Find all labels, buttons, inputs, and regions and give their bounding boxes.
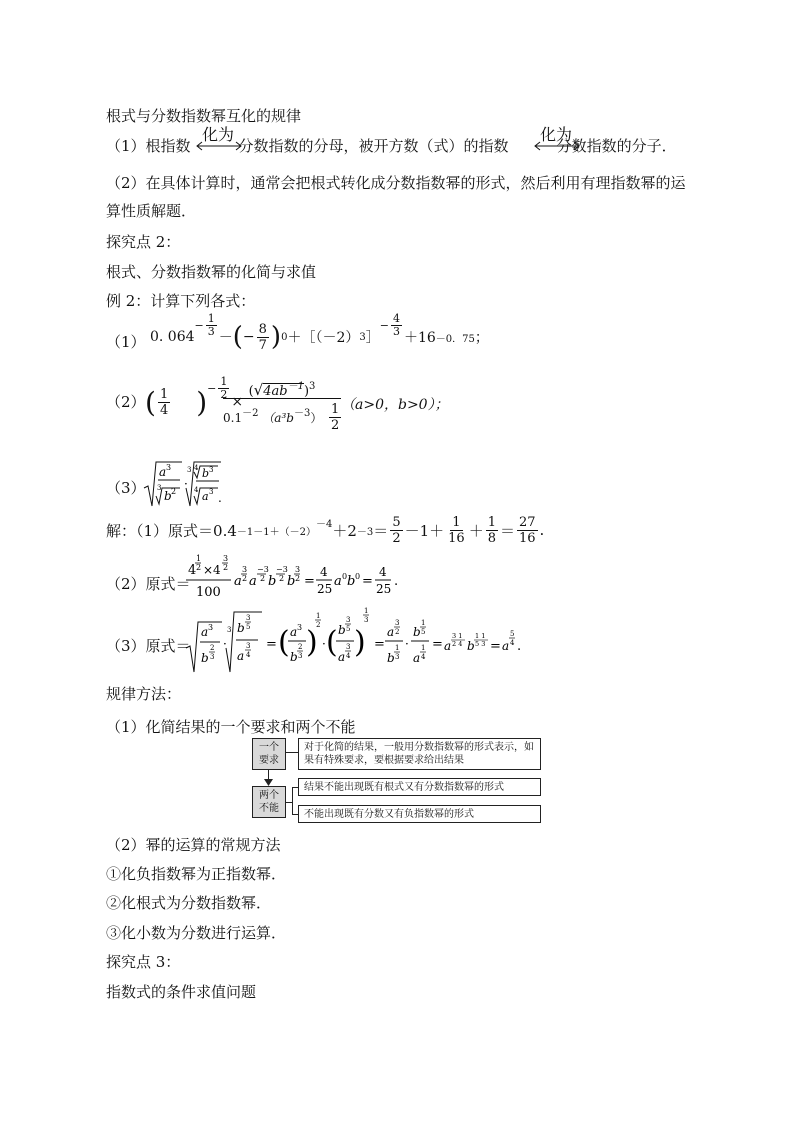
svg-text:b: b bbox=[290, 650, 298, 664]
svg-text:b: b bbox=[413, 625, 421, 639]
example-2-heading: 例 2：计算下列各式： bbox=[106, 292, 256, 310]
rule-title: 根式与分数指数幂互化的规律 bbox=[106, 107, 302, 125]
q1-label: （1） bbox=[106, 333, 146, 351]
q2-half-den: 2 bbox=[331, 418, 340, 433]
svg-text:3: 3 bbox=[295, 565, 301, 574]
svg-text:3: 3 bbox=[242, 565, 248, 574]
sol1-f1-den: 2 bbox=[392, 530, 401, 546]
q2-times: × bbox=[231, 394, 244, 410]
q1-frac-den: 7 bbox=[258, 337, 267, 353]
q2-top: 4ab bbox=[263, 384, 288, 399]
svg-text:b: b bbox=[347, 574, 356, 589]
svg-text:3: 3 bbox=[166, 463, 172, 472]
svg-text:1: 1 bbox=[395, 644, 400, 652]
q3-label: （3） bbox=[106, 479, 146, 497]
q2-bottom: 0.1 bbox=[223, 411, 243, 425]
rule1-part-b: 分数指数的分母，被开方数（式）的指数 bbox=[238, 137, 509, 155]
svg-text:2: 2 bbox=[395, 628, 400, 636]
q2-big-fraction bbox=[223, 376, 341, 425]
sol1-m1: －1＋ bbox=[404, 521, 445, 540]
svg-text:1: 1 bbox=[364, 607, 369, 615]
sol1-f4-den: 16 bbox=[519, 530, 536, 546]
probe-3-heading: 探究点 3： bbox=[106, 953, 181, 971]
double-arrow-icon bbox=[195, 140, 243, 152]
q2-quarter-den: 4 bbox=[159, 402, 169, 418]
svg-text:a: a bbox=[159, 465, 167, 479]
arrow-label-2: 化为 bbox=[540, 125, 573, 144]
svg-text:3 1: 3 1 bbox=[452, 632, 463, 640]
q2-exp-num: 1 bbox=[220, 374, 228, 388]
svg-text:·: · bbox=[322, 637, 326, 651]
svg-text:a: a bbox=[387, 625, 395, 639]
svg-text:3: 3 bbox=[395, 619, 400, 627]
rule1-part-c: 分数指数的分子． bbox=[556, 137, 677, 155]
svg-text:3: 3 bbox=[223, 554, 229, 563]
sol1-label: 解：（1）原式＝0.4 bbox=[106, 521, 237, 540]
svg-text:4: 4 bbox=[320, 565, 328, 579]
q2-top-pow: 3 bbox=[309, 381, 316, 392]
svg-text:2: 2 bbox=[242, 574, 248, 583]
q1-exp2-num: 4 bbox=[392, 311, 400, 325]
svg-text:3: 3 bbox=[209, 488, 214, 496]
q1-zero-exp: 0 bbox=[281, 331, 288, 343]
q2-condition: （a>0，b>0）； bbox=[341, 397, 449, 413]
svg-text:0: 0 bbox=[342, 572, 348, 581]
diagram-connector-1 bbox=[286, 752, 298, 753]
q1-end: ； bbox=[474, 330, 489, 346]
svg-text:a: a bbox=[444, 639, 452, 653]
svg-text:3: 3 bbox=[157, 484, 162, 492]
svg-text:4: 4 bbox=[510, 639, 515, 647]
solution-1 bbox=[106, 510, 544, 550]
svg-text:a: a bbox=[502, 639, 510, 653]
svg-text:3: 3 bbox=[298, 652, 303, 660]
q1-exp-num: 1 bbox=[207, 311, 215, 325]
svg-text:4: 4 bbox=[246, 651, 251, 659]
diagram-left-top: 一个要求 bbox=[252, 738, 286, 770]
q2-half-num: 1 bbox=[331, 402, 340, 417]
svg-text:3: 3 bbox=[246, 614, 251, 622]
sol1-eq2: ＝ bbox=[499, 521, 515, 540]
svg-text:): ) bbox=[306, 625, 318, 660]
svg-text:25: 25 bbox=[317, 582, 333, 596]
topic-2-heading: 根式、分数指数幂的化简与求值 bbox=[106, 263, 317, 281]
q1-tail: ＋16 bbox=[403, 330, 436, 346]
arrow-down-icon bbox=[264, 779, 273, 786]
svg-text:1 1: 1 1 bbox=[475, 632, 486, 640]
topic-3-heading: 指数式的条件求值问题 bbox=[106, 983, 257, 1001]
rule2-line-a: （2）在具体计算时，通常会把根式转化成分数指数幂的形式，然后利用有理指数幂的运 bbox=[106, 174, 686, 192]
svg-text:=: = bbox=[362, 574, 373, 589]
svg-text:b: b bbox=[467, 639, 475, 653]
q1-tail-exp: －0．75 bbox=[435, 333, 475, 345]
svg-text:=: = bbox=[490, 639, 501, 654]
svg-text:.: . bbox=[394, 574, 399, 589]
diagram-connector-3 bbox=[292, 787, 293, 815]
q1-close: ］ bbox=[365, 330, 380, 346]
sol1-exp3: －3 bbox=[356, 526, 374, 538]
svg-text:·: · bbox=[405, 637, 409, 651]
svg-text:·: · bbox=[223, 637, 227, 651]
svg-text:3: 3 bbox=[346, 616, 351, 624]
svg-text:5: 5 bbox=[246, 623, 251, 631]
q1-base: 0. 064 bbox=[150, 329, 195, 345]
q1-exponent2: − $\frac{4}{3}$ bbox=[379, 311, 400, 338]
svg-text:b: b bbox=[201, 651, 209, 665]
svg-text:b: b bbox=[268, 574, 277, 589]
svg-text:2: 2 bbox=[196, 563, 202, 572]
sol1-f3-num: 1 bbox=[487, 514, 496, 530]
q2-label: （2） bbox=[106, 393, 146, 411]
q2-bottom-b-exp: －3 bbox=[293, 408, 311, 419]
svg-text:4: 4 bbox=[194, 486, 199, 494]
diagram-box-requirement: 对于化简的结果，一般用分数指数幂的形式表示，如果有特殊要求，要根据要求给出结果 bbox=[298, 738, 541, 770]
svg-text:25: 25 bbox=[376, 582, 392, 596]
sol1-mid: －1－1＋（－2） bbox=[236, 526, 316, 538]
svg-text:a: a bbox=[202, 490, 209, 503]
sol1-exp4: －4 bbox=[316, 518, 333, 530]
method-1: （1）化简结果的一个要求和两个不能 bbox=[106, 718, 356, 736]
svg-text:2: 2 bbox=[223, 563, 229, 572]
svg-text:a: a bbox=[249, 574, 257, 589]
svg-text:a: a bbox=[234, 574, 242, 589]
q2-numerator: $(√4ab^{-1})^3$ bbox=[248, 381, 316, 399]
svg-text:5 3: 5 3 bbox=[475, 640, 486, 648]
svg-text:2: 2 bbox=[171, 487, 177, 496]
sol1-f2-num: 1 bbox=[452, 514, 461, 530]
q1-exponent: − $\frac{1}{3}$ bbox=[194, 311, 215, 338]
svg-text:3: 3 bbox=[395, 653, 400, 661]
diagram-box-cannot-1: 结果不能出现既有根式又有分数指数幂的形式 bbox=[298, 778, 541, 796]
svg-text:b: b bbox=[164, 489, 172, 503]
svg-text:b: b bbox=[287, 574, 296, 589]
svg-text:a: a bbox=[334, 574, 342, 589]
svg-text:−3: −3 bbox=[257, 565, 269, 574]
rule1-line bbox=[106, 136, 677, 156]
svg-text:.: . bbox=[218, 491, 222, 505]
svg-text:1: 1 bbox=[421, 619, 426, 627]
svg-text:3: 3 bbox=[210, 653, 215, 661]
svg-text:3: 3 bbox=[297, 623, 303, 632]
svg-text:b: b bbox=[387, 651, 395, 665]
sol3-expression bbox=[184, 604, 524, 678]
svg-text:b: b bbox=[237, 621, 245, 635]
sol1-eq: ＝ bbox=[373, 521, 389, 540]
svg-text:4: 4 bbox=[379, 565, 387, 579]
svg-text:2: 2 bbox=[210, 644, 215, 652]
sol1-plus: ＋2 bbox=[332, 521, 357, 540]
svg-text:0: 0 bbox=[355, 572, 361, 581]
q2-denominator bbox=[223, 399, 341, 425]
svg-text:1: 1 bbox=[196, 554, 202, 563]
diagram-box-cannot-2: 不能出现既有分数又有负指数幂的形式 bbox=[298, 805, 541, 823]
svg-text:3: 3 bbox=[227, 626, 232, 634]
svg-text:): ) bbox=[354, 625, 366, 660]
svg-text:a: a bbox=[290, 625, 298, 639]
sol2-label: （2）原式＝ bbox=[106, 575, 191, 593]
svg-text:3: 3 bbox=[364, 616, 369, 624]
method-2-item-2: ②化根式为分数指数幂． bbox=[106, 894, 272, 912]
q1-frac-num: 8 bbox=[258, 321, 267, 337]
q1-exp2-den: 3 bbox=[392, 324, 400, 338]
sol1-f1-num: 5 bbox=[392, 514, 401, 530]
svg-text:=: = bbox=[266, 637, 277, 652]
q2-bottom-b: （a³b bbox=[262, 411, 294, 425]
method-2-item-3: ③化小数为分数进行运算． bbox=[106, 924, 287, 942]
svg-text:2: 2 bbox=[279, 574, 285, 583]
q2-bottom-c: ） bbox=[310, 411, 323, 425]
svg-text:4: 4 bbox=[421, 653, 426, 661]
svg-text:1: 1 bbox=[316, 612, 321, 620]
svg-text:3: 3 bbox=[346, 643, 351, 651]
svg-text:·: · bbox=[184, 477, 188, 491]
sol1-f3-den: 8 bbox=[487, 530, 496, 546]
svg-text:3: 3 bbox=[246, 642, 251, 650]
q2-top-exp: －1 bbox=[287, 381, 304, 392]
method-heading: 规律方法： bbox=[106, 685, 182, 703]
svg-text:2: 2 bbox=[260, 574, 266, 583]
arrow-label-1: 化为 bbox=[202, 125, 235, 144]
q2-bottom-exp: －2 bbox=[242, 408, 259, 419]
sol2-expression bbox=[186, 552, 406, 606]
svg-text:(: ( bbox=[326, 625, 338, 660]
q1-mid: ＋［（－2） bbox=[287, 330, 360, 346]
svg-text:3: 3 bbox=[209, 466, 214, 474]
method-2-item-1: ①化负指数幂为正指数幂． bbox=[106, 865, 287, 883]
double-arrow-icon bbox=[533, 140, 581, 152]
svg-text:100: 100 bbox=[196, 585, 221, 600]
rule2-line-b: 算性质解题． bbox=[106, 202, 197, 220]
svg-text:4: 4 bbox=[346, 652, 351, 660]
svg-text:1: 1 bbox=[421, 644, 426, 652]
svg-text:3: 3 bbox=[208, 623, 214, 632]
svg-text:a: a bbox=[237, 649, 245, 663]
sol1-end: . bbox=[539, 521, 545, 539]
q3-radical-expression bbox=[142, 458, 222, 510]
rule1-part-a: （1）根指数 bbox=[106, 137, 191, 155]
svg-text:4: 4 bbox=[194, 464, 199, 472]
svg-text:a: a bbox=[201, 625, 209, 639]
svg-text:4: 4 bbox=[188, 563, 197, 578]
svg-text:=: = bbox=[374, 637, 385, 652]
sol3-label: （3）原式＝ bbox=[106, 637, 191, 655]
q1-cube: 3 bbox=[359, 331, 366, 343]
svg-text:5: 5 bbox=[421, 628, 426, 636]
svg-text:a: a bbox=[338, 650, 346, 664]
svg-text:(: ( bbox=[278, 625, 290, 660]
svg-text:5: 5 bbox=[510, 630, 515, 638]
svg-text:2 4: 2 4 bbox=[452, 640, 463, 648]
svg-text:5: 5 bbox=[346, 625, 351, 633]
probe-2-heading: 探究点 2： bbox=[106, 233, 181, 251]
svg-text:3: 3 bbox=[187, 466, 192, 474]
q1-expression: 0. 064 − $\frac{1}{3}$ － ( − $\frac{8}{7}$ ) 0 ＋［（－2） 3 ］ − $\frac{4}{3}$ ＋16 －0．75 ； bbox=[150, 311, 489, 353]
svg-text:b: b bbox=[202, 467, 210, 480]
sol1-f4-num: 27 bbox=[519, 514, 536, 530]
svg-text:a: a bbox=[413, 651, 421, 665]
diagram-left-bottom: 两个不能 bbox=[252, 786, 286, 818]
svg-text:×4: ×4 bbox=[203, 563, 221, 577]
svg-text:2: 2 bbox=[298, 643, 303, 651]
svg-text:2: 2 bbox=[295, 574, 301, 583]
q1-exp-den: 3 bbox=[207, 324, 215, 338]
sol1-plus2: ＋ bbox=[468, 521, 484, 540]
svg-text:=: = bbox=[304, 574, 315, 589]
q2-exp-den: 2 bbox=[220, 387, 228, 401]
method-2: （2）幂的运算的常规方法 bbox=[106, 836, 281, 854]
svg-text:.: . bbox=[517, 639, 522, 654]
sol1-f2-den: 16 bbox=[448, 530, 465, 546]
svg-text:2: 2 bbox=[316, 621, 321, 629]
svg-text:−3: −3 bbox=[276, 565, 288, 574]
q2-quarter-num: 1 bbox=[159, 386, 169, 402]
svg-text:b: b bbox=[338, 623, 346, 637]
svg-text:=: = bbox=[432, 637, 443, 652]
